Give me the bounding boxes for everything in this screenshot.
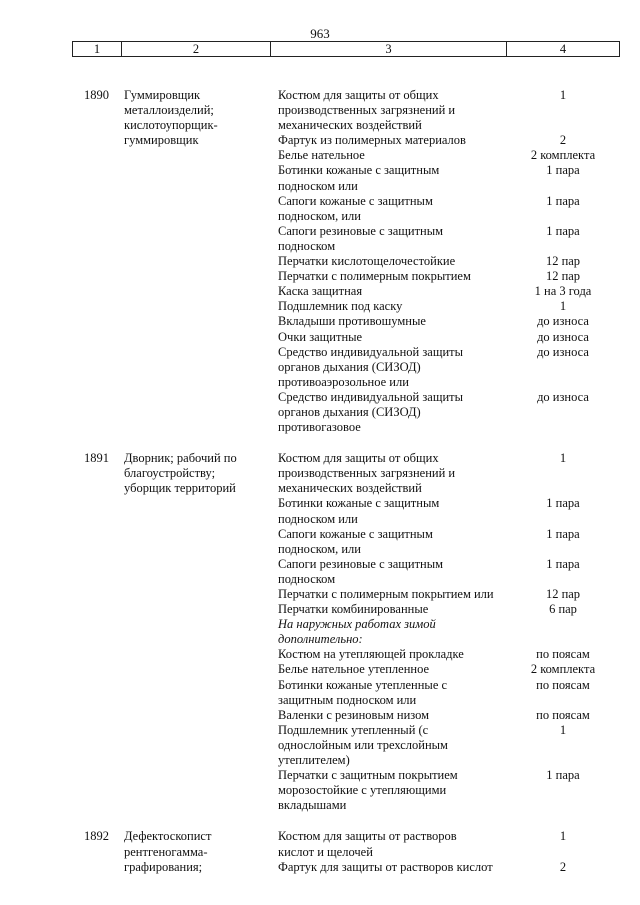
ppe-item-quantity: 2 комплекта [530, 148, 596, 163]
ppe-item-name: Подшлемник утепленный (с однослойным или трехслойным утеплителем) [278, 722, 448, 768]
ppe-item [278, 860, 620, 875]
ppe-item-quantity: 1 пара [546, 496, 580, 511]
ppe-item-quantity: до износа [537, 344, 589, 359]
ppe-item-quantity: 2 комплекта [530, 662, 596, 677]
ppe-item [278, 768, 620, 813]
ppe-item [278, 194, 620, 224]
ppe-item-name: Сапоги кожаные с защитным подноском, или [278, 526, 433, 556]
ppe-item [278, 133, 620, 148]
page-number: 963 [310, 26, 330, 41]
ppe-item-list [278, 88, 620, 435]
ppe-item [278, 662, 620, 677]
ppe-item [278, 299, 620, 314]
ppe-item-name: Очки защитные [278, 329, 363, 344]
ppe-item [278, 496, 620, 526]
ppe-item-name: Средство индивидуальной защиты органов дыхания (СИЗОД) противогазовое [278, 389, 464, 435]
ppe-item [278, 148, 620, 163]
entry-number: 1890 [84, 88, 109, 102]
ppe-item-quantity: 1 [559, 829, 567, 844]
ppe-item-name: Подшлемник под каску [278, 299, 403, 314]
ppe-item-name: Перчатки с полимерным покрытием [278, 269, 471, 284]
ppe-item-name: Сапоги кожаные с защитным подноском, или [278, 193, 433, 223]
ppe-item-name: На наружных работах зимой дополнительно: [278, 617, 436, 647]
ppe-item-quantity: 12 пар [545, 587, 581, 601]
ppe-item-quantity: 1 [559, 722, 567, 737]
ppe-item [278, 557, 620, 587]
column-header-1: 1 [93, 42, 101, 56]
ppe-item-quantity: 1 пара [546, 526, 580, 541]
ppe-item-name: Фартук для защиты от растворов кислот [278, 859, 493, 874]
profession-name: Гуммировщик металлоизделий; кислотоупорщик- гуммировщик [124, 88, 218, 148]
ppe-item-name: Фартук из полимерных материалов [278, 133, 466, 148]
ppe-item [278, 224, 620, 254]
ppe-item [278, 345, 620, 390]
ppe-item [278, 708, 620, 723]
ppe-item [278, 330, 620, 345]
ppe-item-name: Костюм для защиты от растворов кислот и щелочей [278, 829, 457, 859]
ppe-item-name: Перчатки кислотощелочестойкие [278, 254, 456, 269]
ppe-item [278, 314, 620, 329]
ppe-item-name: Ботинки кожаные утепленные с защитным подноском или [278, 677, 448, 707]
ppe-item [278, 390, 620, 435]
ppe-item [278, 587, 620, 602]
table-header [72, 41, 620, 57]
ppe-item-name: Белье нательное [278, 148, 365, 163]
ppe-item [278, 254, 620, 269]
entry-number: 1891 [84, 451, 109, 466]
ppe-item-quantity: 1 [559, 451, 567, 466]
ppe-item-name: Костюм на утепляющей прокладке [278, 647, 464, 662]
ppe-item-quantity: по поясам [536, 677, 590, 692]
ppe-item-name: Ботинки кожаные с защитным подноском или [278, 163, 440, 193]
table-row [0, 88, 640, 435]
table-row [0, 451, 640, 813]
ppe-item-name: Перчатки с защитным покрытием морозостойкие с утепляющими вкладышами [278, 768, 458, 813]
ppe-item-quantity: 1 пара [546, 223, 580, 238]
ppe-item [278, 723, 620, 768]
ppe-item [278, 647, 620, 662]
ppe-item-quantity: 2 [559, 133, 567, 148]
column-header-2: 2 [192, 42, 200, 56]
ppe-item-name: Ботинки кожаные с защитным подноском или [278, 496, 440, 526]
ppe-item-quantity: 1 пара [546, 193, 580, 208]
ppe-item [278, 88, 620, 133]
profession-name: Дефектоскопист рентгеногамма- графирования; [124, 829, 212, 874]
ppe-item-quantity [508, 617, 618, 647]
ppe-item-name: Средство индивидуальной защиты органов дыхания (СИЗОД) противоаэрозольное или [278, 344, 464, 389]
ppe-item-name: Вкладыши противошумные [278, 314, 426, 329]
profession-name: Дворник; рабочий по благоустройству; уборщик территорий [124, 451, 237, 496]
ppe-item-quantity: 12 пар [545, 269, 581, 284]
ppe-item-name: Костюм для защиты от общих производственных загрязнений и механических воздействий [278, 88, 456, 133]
ppe-item-name: Перчатки с полимерным покрытием или [278, 587, 494, 601]
ppe-item-quantity: по поясам [536, 647, 590, 662]
ppe-item-name: Каска защитная [278, 284, 363, 299]
ppe-item-quantity: до износа [537, 389, 589, 404]
ppe-item [278, 602, 620, 617]
ppe-item-name: Перчатки комбинированные [278, 602, 429, 617]
ppe-item-quantity: 1 пара [546, 163, 580, 178]
ppe-item [278, 163, 620, 193]
ppe-item-quantity: по поясам [536, 707, 590, 722]
ppe-item [278, 269, 620, 284]
table-row [0, 829, 640, 874]
ppe-item-quantity: 2 [559, 859, 567, 874]
ppe-item [278, 829, 620, 859]
ppe-item-quantity: 12 пар [545, 254, 581, 269]
ppe-item-quantity: 1 [559, 88, 567, 102]
ppe-item-quantity: 6 пар [549, 602, 577, 617]
ppe-item [278, 451, 620, 496]
ppe-item [278, 284, 620, 299]
section-note [278, 617, 620, 647]
ppe-item-name: Сапоги резиновые с защитным подноском [278, 556, 444, 586]
ppe-item-quantity: 1 пара [546, 556, 580, 571]
ppe-item-quantity: 1 [559, 299, 567, 314]
table-body [0, 88, 640, 875]
ppe-item-quantity: до износа [537, 314, 589, 329]
ppe-item-quantity: 1 на 3 года [534, 284, 592, 299]
ppe-item-quantity: до износа [537, 329, 589, 344]
ppe-item [278, 678, 620, 708]
ppe-item-name: Сапоги резиновые с защитным подноском [278, 223, 444, 253]
ppe-item [278, 527, 620, 557]
column-header-4: 4 [559, 42, 567, 56]
ppe-item-name: Белье нательное утепленное [278, 662, 430, 677]
ppe-item-name: Костюм для защиты от общих производственных загрязнений и механических воздействий [278, 451, 456, 496]
ppe-item-list [278, 829, 620, 874]
ppe-item-list [278, 451, 620, 813]
ppe-item-name: Валенки с резиновым низом [278, 707, 430, 722]
column-header-3: 3 [385, 42, 392, 56]
ppe-item-quantity: 1 пара [546, 768, 580, 783]
entry-number: 1892 [84, 829, 109, 844]
